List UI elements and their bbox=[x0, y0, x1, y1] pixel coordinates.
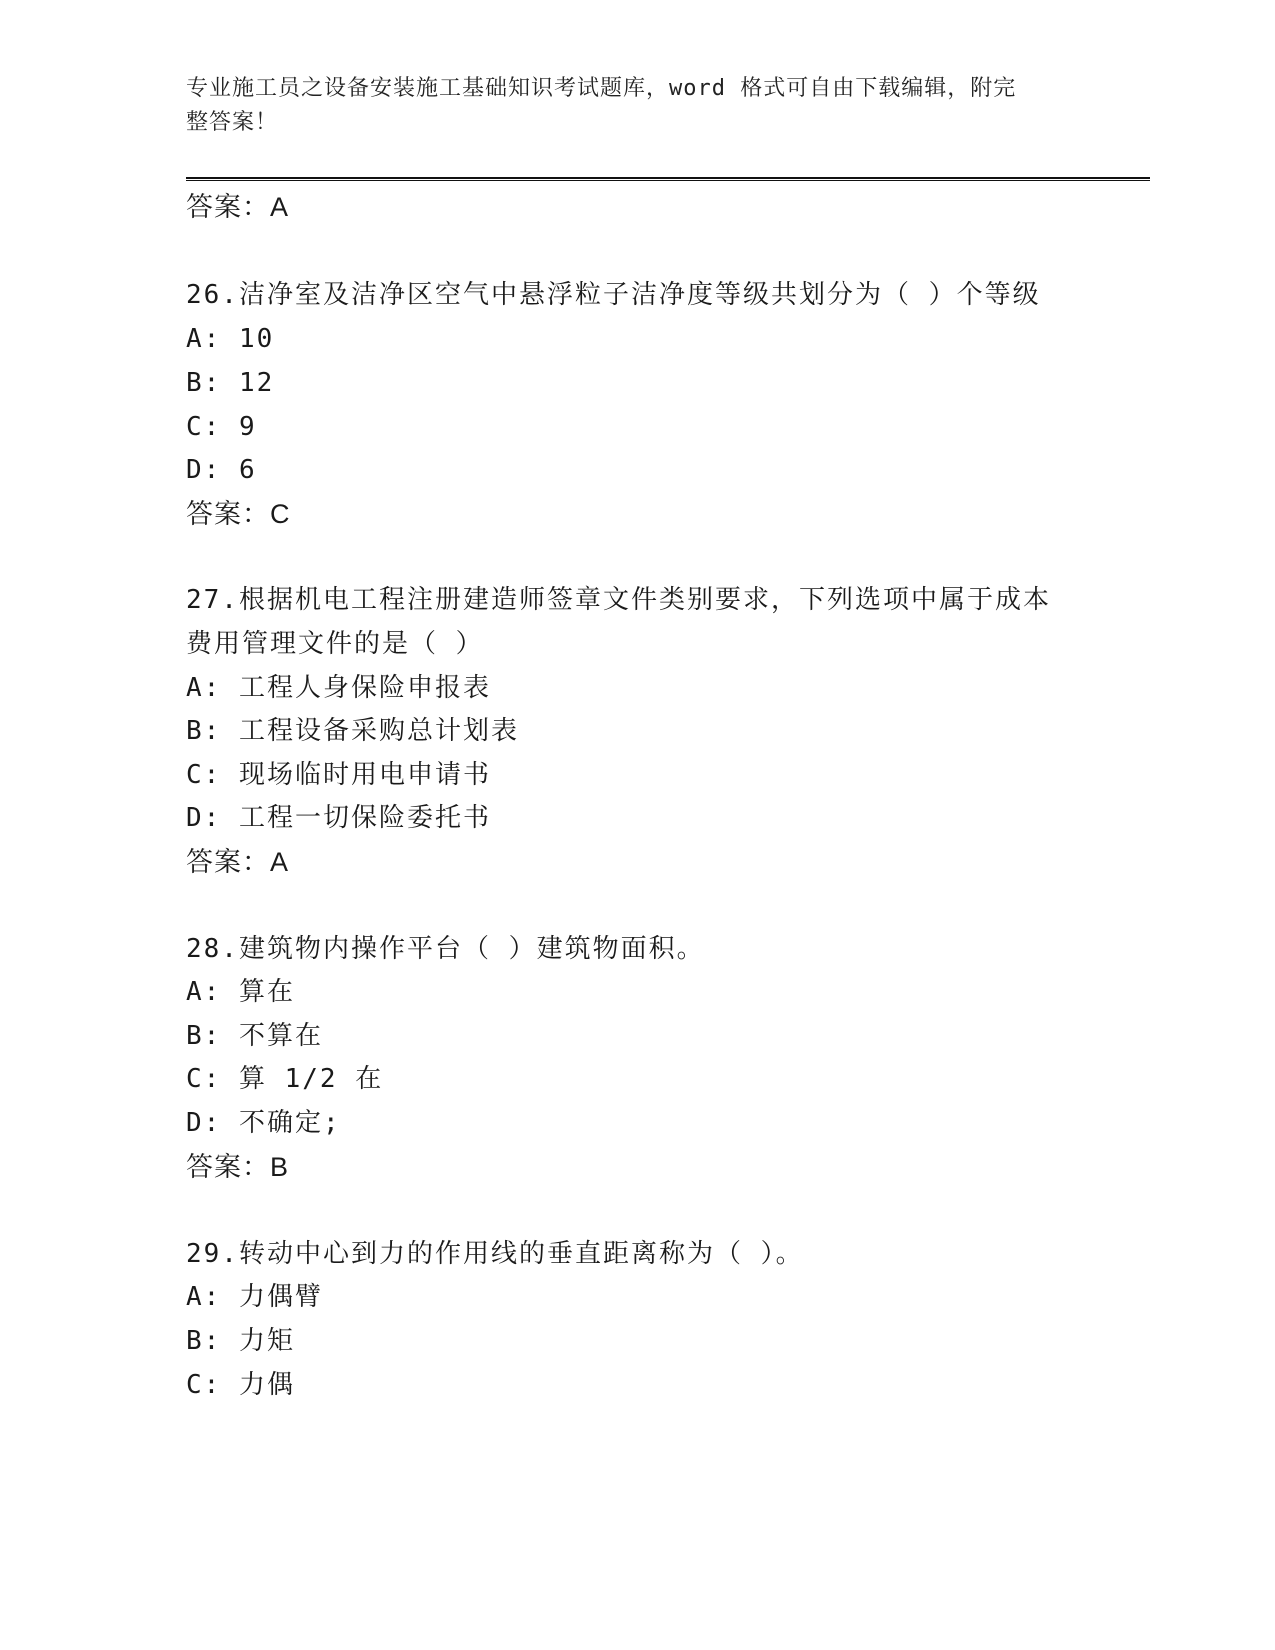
answer-line: 答案：C bbox=[186, 499, 291, 529]
question-title: 28.建筑物内操作平台（ ）建筑物面积。 bbox=[186, 934, 705, 964]
answer-line: 答案：A bbox=[186, 192, 290, 222]
option-d: D: 6 bbox=[186, 455, 257, 485]
question-title: 27.根据机电工程注册建造师签章文件类别要求，下列选项中属于成本 bbox=[186, 585, 1051, 615]
question-title: 29.转动中心到力的作用线的垂直距离称为（ ）。 bbox=[186, 1239, 804, 1269]
option-c: C: 算 1/2 在 bbox=[186, 1064, 384, 1094]
option-a: A: 力偶臂 bbox=[186, 1282, 323, 1312]
question-title: 26.洁净室及洁净区空气中悬浮粒子洁净度等级共划分为（ ）个等级 bbox=[186, 280, 1041, 310]
header-divider bbox=[186, 177, 1150, 181]
option-c: C: 现场临时用电申请书 bbox=[186, 760, 491, 790]
question-title-continued: 费用管理文件的是（ ） bbox=[186, 629, 484, 659]
document-header bbox=[186, 72, 1066, 140]
answer-line: 答案：B bbox=[186, 1152, 290, 1182]
option-b: B: 工程设备采购总计划表 bbox=[186, 716, 519, 746]
option-b: B: 12 bbox=[186, 368, 275, 398]
option-b: B: 不算在 bbox=[186, 1021, 323, 1051]
answer-line: 答案：A bbox=[186, 847, 290, 877]
header-line-2: 整答案！ bbox=[186, 110, 279, 135]
option-a: A: 算在 bbox=[186, 977, 295, 1007]
option-c: C: 9 bbox=[186, 412, 257, 442]
header-line-1: 专业施工员之设备安装施工基础知识考试题库，word 格式可自由下载编辑，附完 bbox=[186, 76, 1017, 101]
option-b: B: 力矩 bbox=[186, 1326, 295, 1356]
option-d: D: 工程一切保险委托书 bbox=[186, 803, 491, 833]
option-d: D: 不确定; bbox=[186, 1108, 341, 1138]
option-a: A: 10 bbox=[186, 324, 275, 354]
option-c: C: 力偶 bbox=[186, 1370, 295, 1400]
option-a: A: 工程人身保险申报表 bbox=[186, 673, 491, 703]
